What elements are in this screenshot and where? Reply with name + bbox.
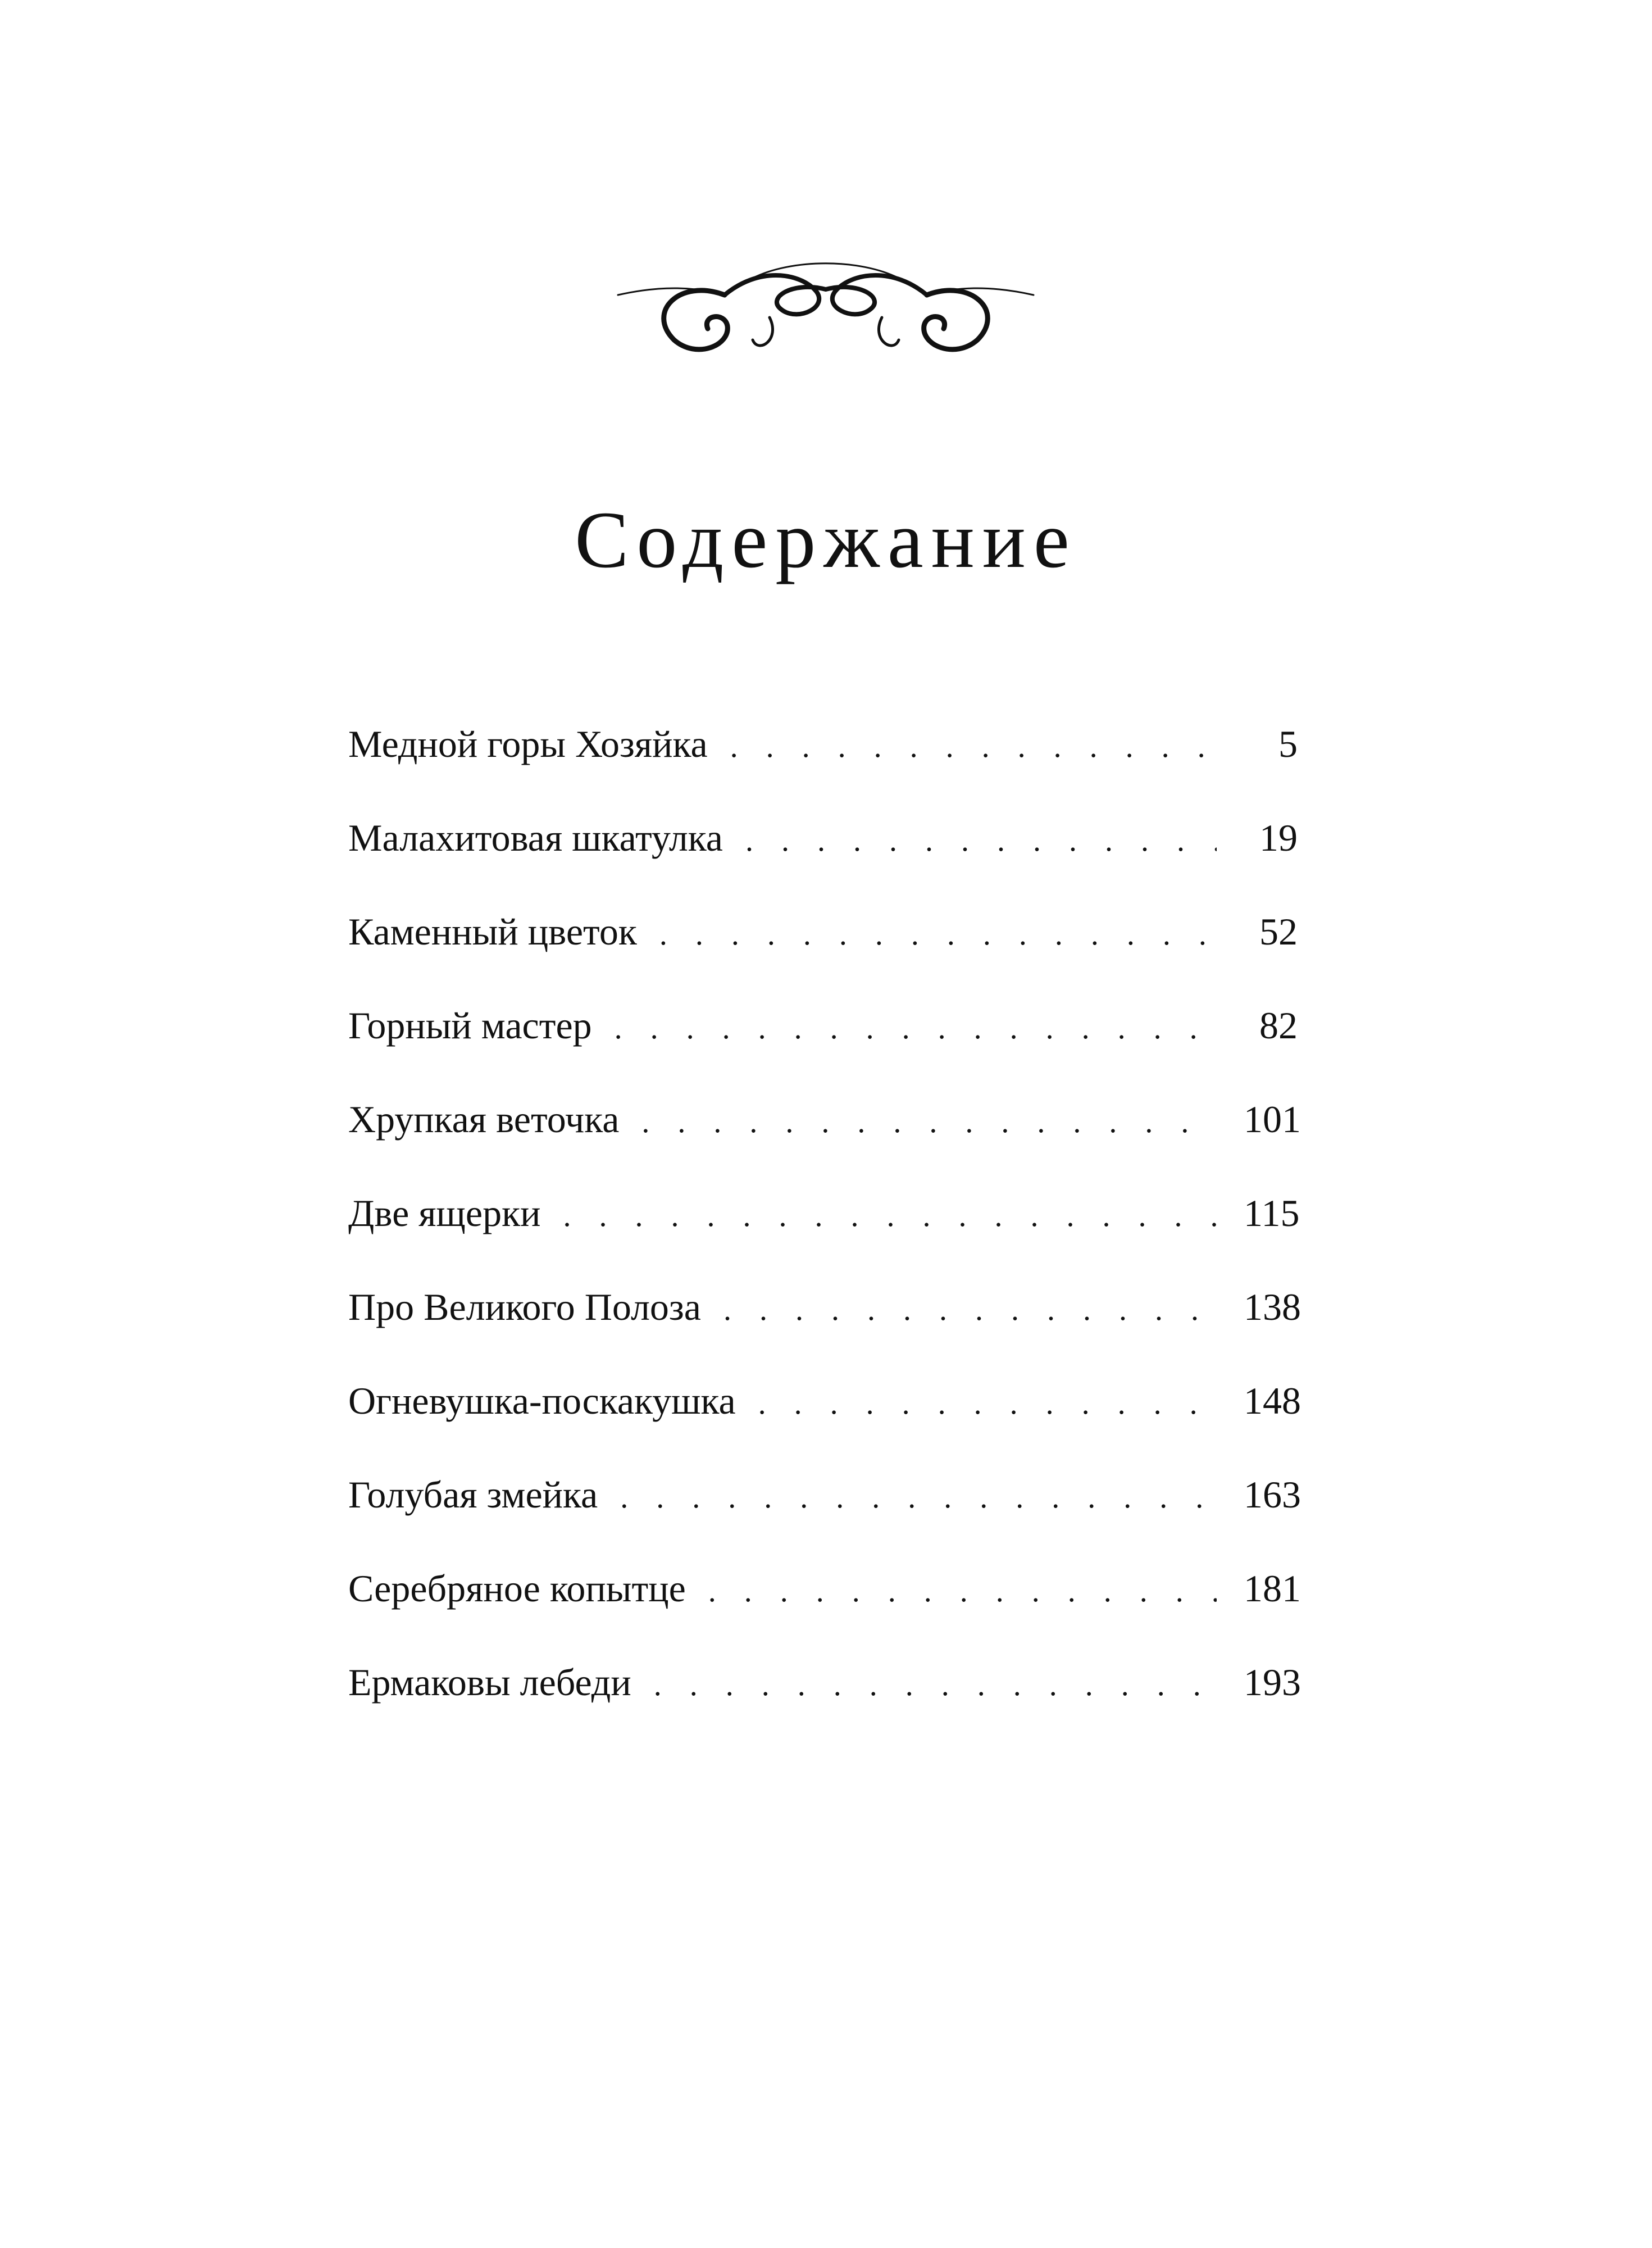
toc-entry-page-number: 5 bbox=[1278, 723, 1298, 765]
dot-leader bbox=[730, 731, 1217, 762]
page-title: Содержание bbox=[575, 496, 1077, 585]
toc-entry-page-number: 163 bbox=[1244, 1473, 1301, 1516]
dot-leader bbox=[615, 1012, 1217, 1044]
toc-entry-title: Ермаковы лебеди bbox=[348, 1661, 631, 1704]
dot-leader bbox=[758, 1388, 1217, 1419]
dot-leader bbox=[723, 1294, 1217, 1325]
toc-entry[interactable] bbox=[348, 1194, 1298, 1288]
toc-entry-page-number: 52 bbox=[1259, 910, 1298, 953]
toc-entry-page-number: 115 bbox=[1244, 1192, 1300, 1234]
dot-leader bbox=[708, 1575, 1217, 1607]
toc-entry-page-number: 148 bbox=[1244, 1379, 1301, 1422]
toc-entry-page-number: 193 bbox=[1244, 1661, 1301, 1704]
toc-entry[interactable] bbox=[348, 1098, 1301, 1194]
dot-leader bbox=[641, 1106, 1217, 1138]
toc-entry-page-number: 138 bbox=[1244, 1286, 1301, 1328]
toc-entry[interactable] bbox=[348, 1473, 1301, 1569]
toc-entry[interactable] bbox=[348, 1661, 1301, 1757]
toc-entry-title: Голубая змейка bbox=[348, 1473, 598, 1516]
toc-entry-title: Две ящерки bbox=[348, 1192, 541, 1234]
toc-entry-page-number: 19 bbox=[1259, 816, 1298, 859]
dot-leader bbox=[620, 1482, 1217, 1513]
dot-leader bbox=[563, 1200, 1217, 1232]
toc-entry[interactable] bbox=[348, 1567, 1301, 1663]
table-of-contents bbox=[348, 723, 1301, 1757]
toc-entry[interactable] bbox=[348, 816, 1298, 912]
dot-leader bbox=[654, 1669, 1217, 1701]
toc-entry-title: Хрупкая веточка bbox=[348, 1098, 620, 1141]
toc-entry-page-number: 82 bbox=[1259, 1004, 1298, 1047]
toc-entry-page-number: 101 bbox=[1244, 1098, 1301, 1141]
toc-entry[interactable] bbox=[348, 725, 1298, 819]
toc-entry-title: Каменный цветок bbox=[348, 910, 637, 953]
toc-entry[interactable] bbox=[348, 1006, 1298, 1100]
toc-entry[interactable] bbox=[348, 912, 1298, 1006]
dot-leader bbox=[659, 919, 1217, 950]
toc-entry-title: Медной горы Хозяйка bbox=[348, 723, 708, 765]
toc-entry-title: Серебряное копытце bbox=[348, 1567, 686, 1610]
toc-entry[interactable] bbox=[348, 1286, 1301, 1382]
toc-entry[interactable] bbox=[348, 1379, 1301, 1475]
flourish-ornament-icon bbox=[612, 256, 1039, 379]
toc-entry-title: Горный мастер bbox=[348, 1004, 592, 1047]
toc-entry-page-number: 181 bbox=[1244, 1567, 1301, 1610]
toc-entry-title: Про Великого Полоза bbox=[348, 1286, 701, 1328]
toc-entry-title: Малахитовая шкатулка bbox=[348, 816, 723, 859]
toc-entry-title: Огневушка-поскакушка bbox=[348, 1379, 736, 1422]
dot-leader bbox=[745, 825, 1217, 856]
